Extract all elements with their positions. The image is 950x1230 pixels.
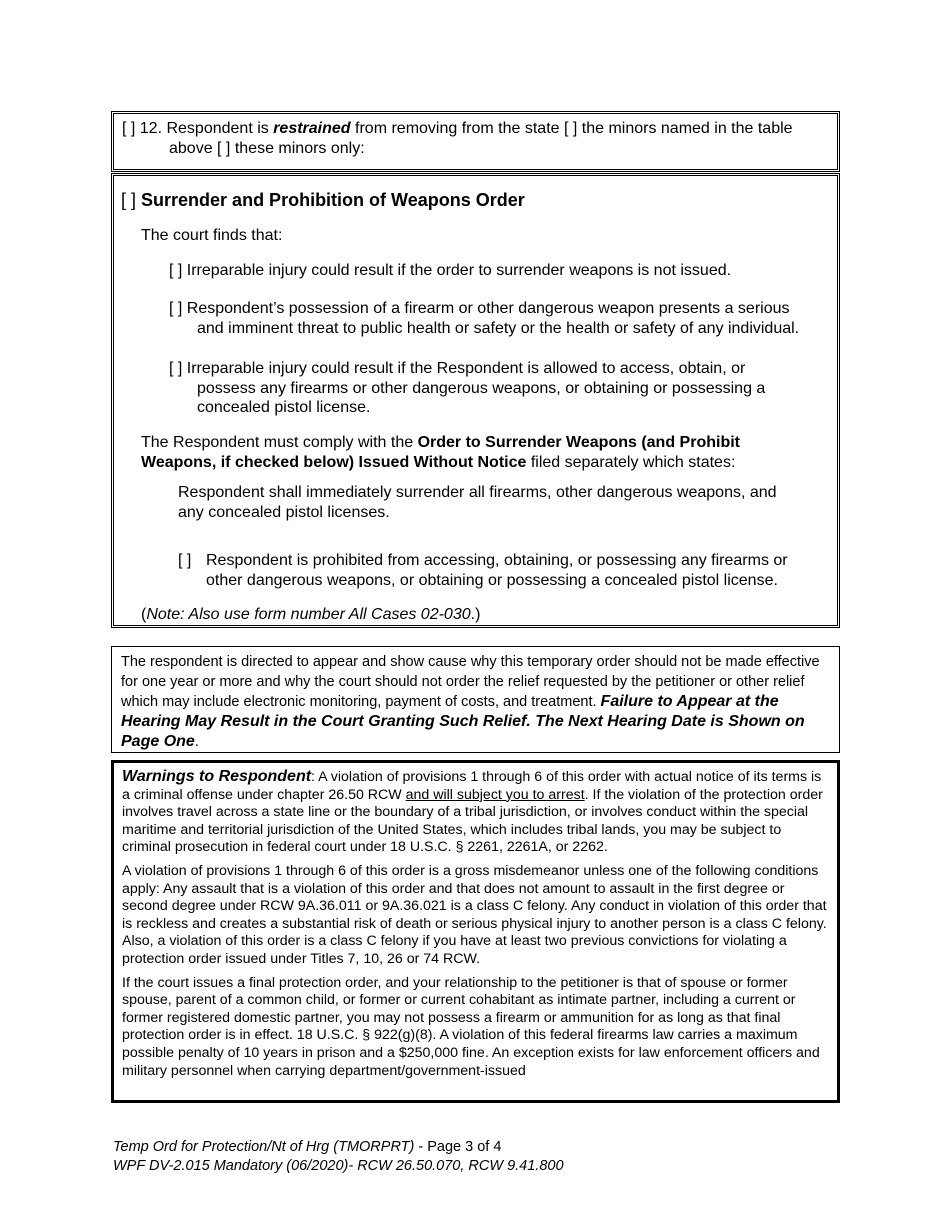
footer-form-number: WPF DV-2.015 Mandatory (06/2020)- RCW 26.50.070, RCW 9.41.800 xyxy=(113,1158,564,1174)
prohibit-checkbox[interactable]: [ ] xyxy=(178,552,192,569)
court-finds-label: The court finds that: xyxy=(141,227,283,244)
warnings-to-respondent xyxy=(111,760,840,1103)
prohibit-line2: other dangerous weapons, or obtaining or possessing a concealed pistol license. xyxy=(206,572,778,589)
finding-1: [ ] Irreparable injury could result if the order to surrender weapons is not issued. xyxy=(169,262,732,279)
finding-2-line1: [ ] Respondent’s possession of a firearm or other dangerous weapon presents a serious xyxy=(169,300,790,317)
weapons-heading: [ ] Surrender and Prohibition of Weapons Order xyxy=(121,190,525,210)
show-cause-notice: The respondent is directed to appear and show cause why this temporary order should not be made effective for one year or more and why the court should not order the relief requested by the petitioner or other relief which may include electronic monitoring, payment of costs, and treatment. Failure to Appear at the Hearing May Result in the Court Granting Such Relief. The Next Hearing Date is Shown on Page One. xyxy=(111,646,840,753)
footer-form-title: Temp Ord for Protection/Nt of Hrg (TMORPRT) - Page 3 of 4 xyxy=(113,1139,502,1155)
weapons-order-section xyxy=(111,173,840,628)
form-note: (Note: Also use form number All Cases 02-030.) xyxy=(141,606,481,623)
item12-line2: above [ ] these minors only: xyxy=(169,140,365,157)
finding-3-line3: concealed pistol license. xyxy=(197,399,371,416)
warning-paragraph-3: If the court issues a final protection order, and your relationship to the petitioner is that of spouse or former spouse, parent of a common child, or former or current cohabitant as intimate partner, including a current or former registered domestic partner, you may not possess a firearm or ammunition for as long as that final protection order is in effect. 18 U.S.C. § 922(g)(8). A violation of this federal firearms law carries a maximum possible penalty of 10 years in prison and a $250,000 fine. An exception exists for law enforcement officers and military personnel when carrying department/government-issued xyxy=(122,974,820,1079)
surrender-line1: Respondent shall immediately surrender all firearms, other dangerous weapons, and xyxy=(178,484,777,501)
prohibit-line1: Respondent is prohibited from accessing, obtaining, or possessing any firearms or xyxy=(206,552,788,569)
warnings-title: Warnings to Respondent xyxy=(122,768,312,785)
comply-line1: The Respondent must comply with the Order to Surrender Weapons (and Prohibit xyxy=(141,434,740,451)
warning-paragraph-2: A violation of provisions 1 through 6 of this order is a gross misdemeanor unless one of the following conditions apply: Any assault that is a violation of this order and that does not amount to assault in the first degree or second degree under RCW 9A.36.011 or 9A.36.021 is a class C felony. Any conduct in violation of this order that is reckless and creates a substantial risk of death or serious physical injury to another person is a class C felony. Also, a violation of this order is a class C felony if you have at least two previous convictions for violating a protection order issued under Titles 7, 10, 26 or 74 RCW. xyxy=(122,862,827,967)
weapons-checkbox[interactable]: [ ] xyxy=(121,190,137,210)
surrender-line2: any concealed pistol licenses. xyxy=(178,504,390,521)
comply-line2: Weapons, if checked below) Issued Without Notice filed separately which states: xyxy=(141,454,736,471)
finding-3-line2: possess any firearms or other dangerous weapons, or obtaining or possessing a xyxy=(197,380,766,397)
finding-2-line2: and imminent threat to public health or safety or the health or safety of any individual. xyxy=(197,320,800,337)
restraint-item-12 xyxy=(111,111,840,172)
finding-3-line1: [ ] Irreparable injury could result if the Respondent is allowed to access, obtain, or xyxy=(169,360,746,377)
item12-line1: [ ] 12. Respondent is restrained from removing from the state [ ] the minors named in the table xyxy=(122,120,793,137)
warning-paragraph-1: Warnings to Respondent: A violation of provisions 1 through 6 of this order with actual notice of its terms is a criminal offense under chapter 26.50 RCW and will subject you to arrest. If the violation of the protection order involves travel across a state line or the boundary of a tribal jurisdiction, or involves conduct within the special maritime and territorial jurisdiction of the United States, which includes tribal lands, you may be subject to criminal prosecution in federal court under 18 U.S.C. § 2261, 2261A, or 2262. xyxy=(122,768,823,856)
